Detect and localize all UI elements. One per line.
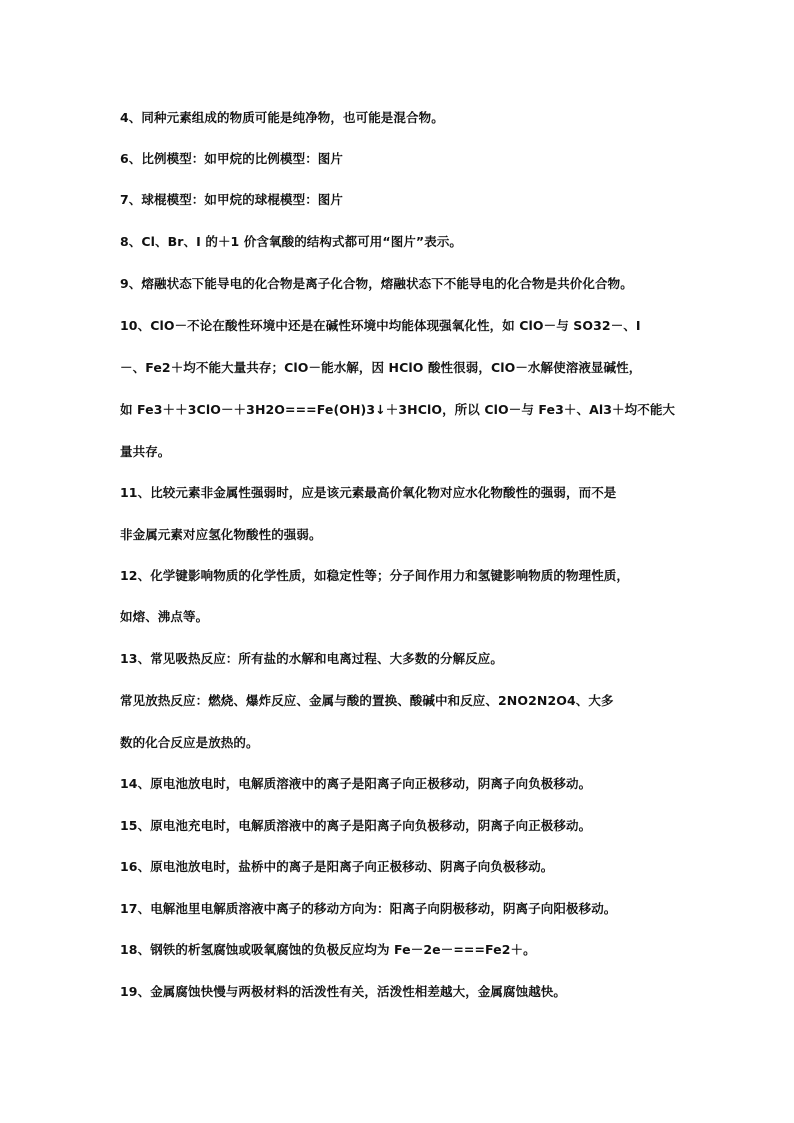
text-line: 13、常见吸热反应：所有盐的水解和电离过程、大多数的分解反应。 [120,651,503,666]
text-line: 量共存。 [120,444,171,459]
text-line: 8、Cl、Br、I 的＋1 价含氧酸的结构式都可用“图片”表示。 [120,234,463,249]
text-line: 9、熔融状态下能导电的化合物是离子化合物，熔融状态下不能导电的化合物是共价化合物。 [120,276,633,291]
text-line: 16、原电池放电时，盐桥中的离子是阳离子向正极移动、阴离子向负极移动。 [120,859,554,874]
text-line: 10、ClO－不论在酸性环境中还是在碱性环境中均能体现强氧化性，如 ClO－与 SO32－、I [120,318,641,333]
text-line: 如熔、沸点等。 [120,609,209,624]
text-line: 15、原电池充电时，电解质溶液中的离子是阳离子向负极移动，阴离子向正极移动。 [120,818,592,833]
text-line: 17、电解池里电解质溶液中离子的移动方向为：阳离子向阴极移动，阴离子向阳极移动。 [120,901,617,916]
text-line: 12、化学键影响物质的化学性质，如稳定性等；分子间作用力和氢键影响物质的物理性质， [120,568,629,583]
text-line: －、Fe2＋均不能大量共存；ClO－能水解，因 HClO 酸性很弱，ClO－水解使溶液显碱性， [120,360,642,375]
text-line: 7、球棍模型：如甲烷的球棍模型：图片 [120,192,343,207]
text-line: 4、同种元素组成的物质可能是纯净物，也可能是混合物。 [120,110,444,125]
text-line: 14、原电池放电时，电解质溶液中的离子是阳离子向正极移动，阴离子向负极移动。 [120,776,592,791]
text-line: 6、比例模型：如甲烷的比例模型：图片 [120,151,343,166]
text-line: 非金属元素对应氢化物酸性的强弱。 [120,527,322,542]
text-line: 常见放热反应：燃烧、爆炸反应、金属与酸的置换、酸碱中和反应、2NO2N2O4、大多 [120,693,614,708]
text-line: 19、金属腐蚀快慢与两极材料的活泼性有关，活泼性相差越大，金属腐蚀越快。 [120,984,566,999]
text-line: 如 Fe3＋＋3ClO－＋3H2O===Fe(OH)3↓＋3HClO，所以 ClO－与 Fe3＋、Al3＋均不能大 [120,402,676,417]
text-line: 18、钢铁的析氢腐蚀或吸氧腐蚀的负极反应均为 Fe－2e－===Fe2＋。 [120,942,536,957]
text-line: 数的化合反应是放热的。 [120,735,259,750]
text-line: 11、比较元素非金属性强弱时，应是该元素最高价氧化物对应水化物酸性的强弱，而不是 [120,485,617,500]
